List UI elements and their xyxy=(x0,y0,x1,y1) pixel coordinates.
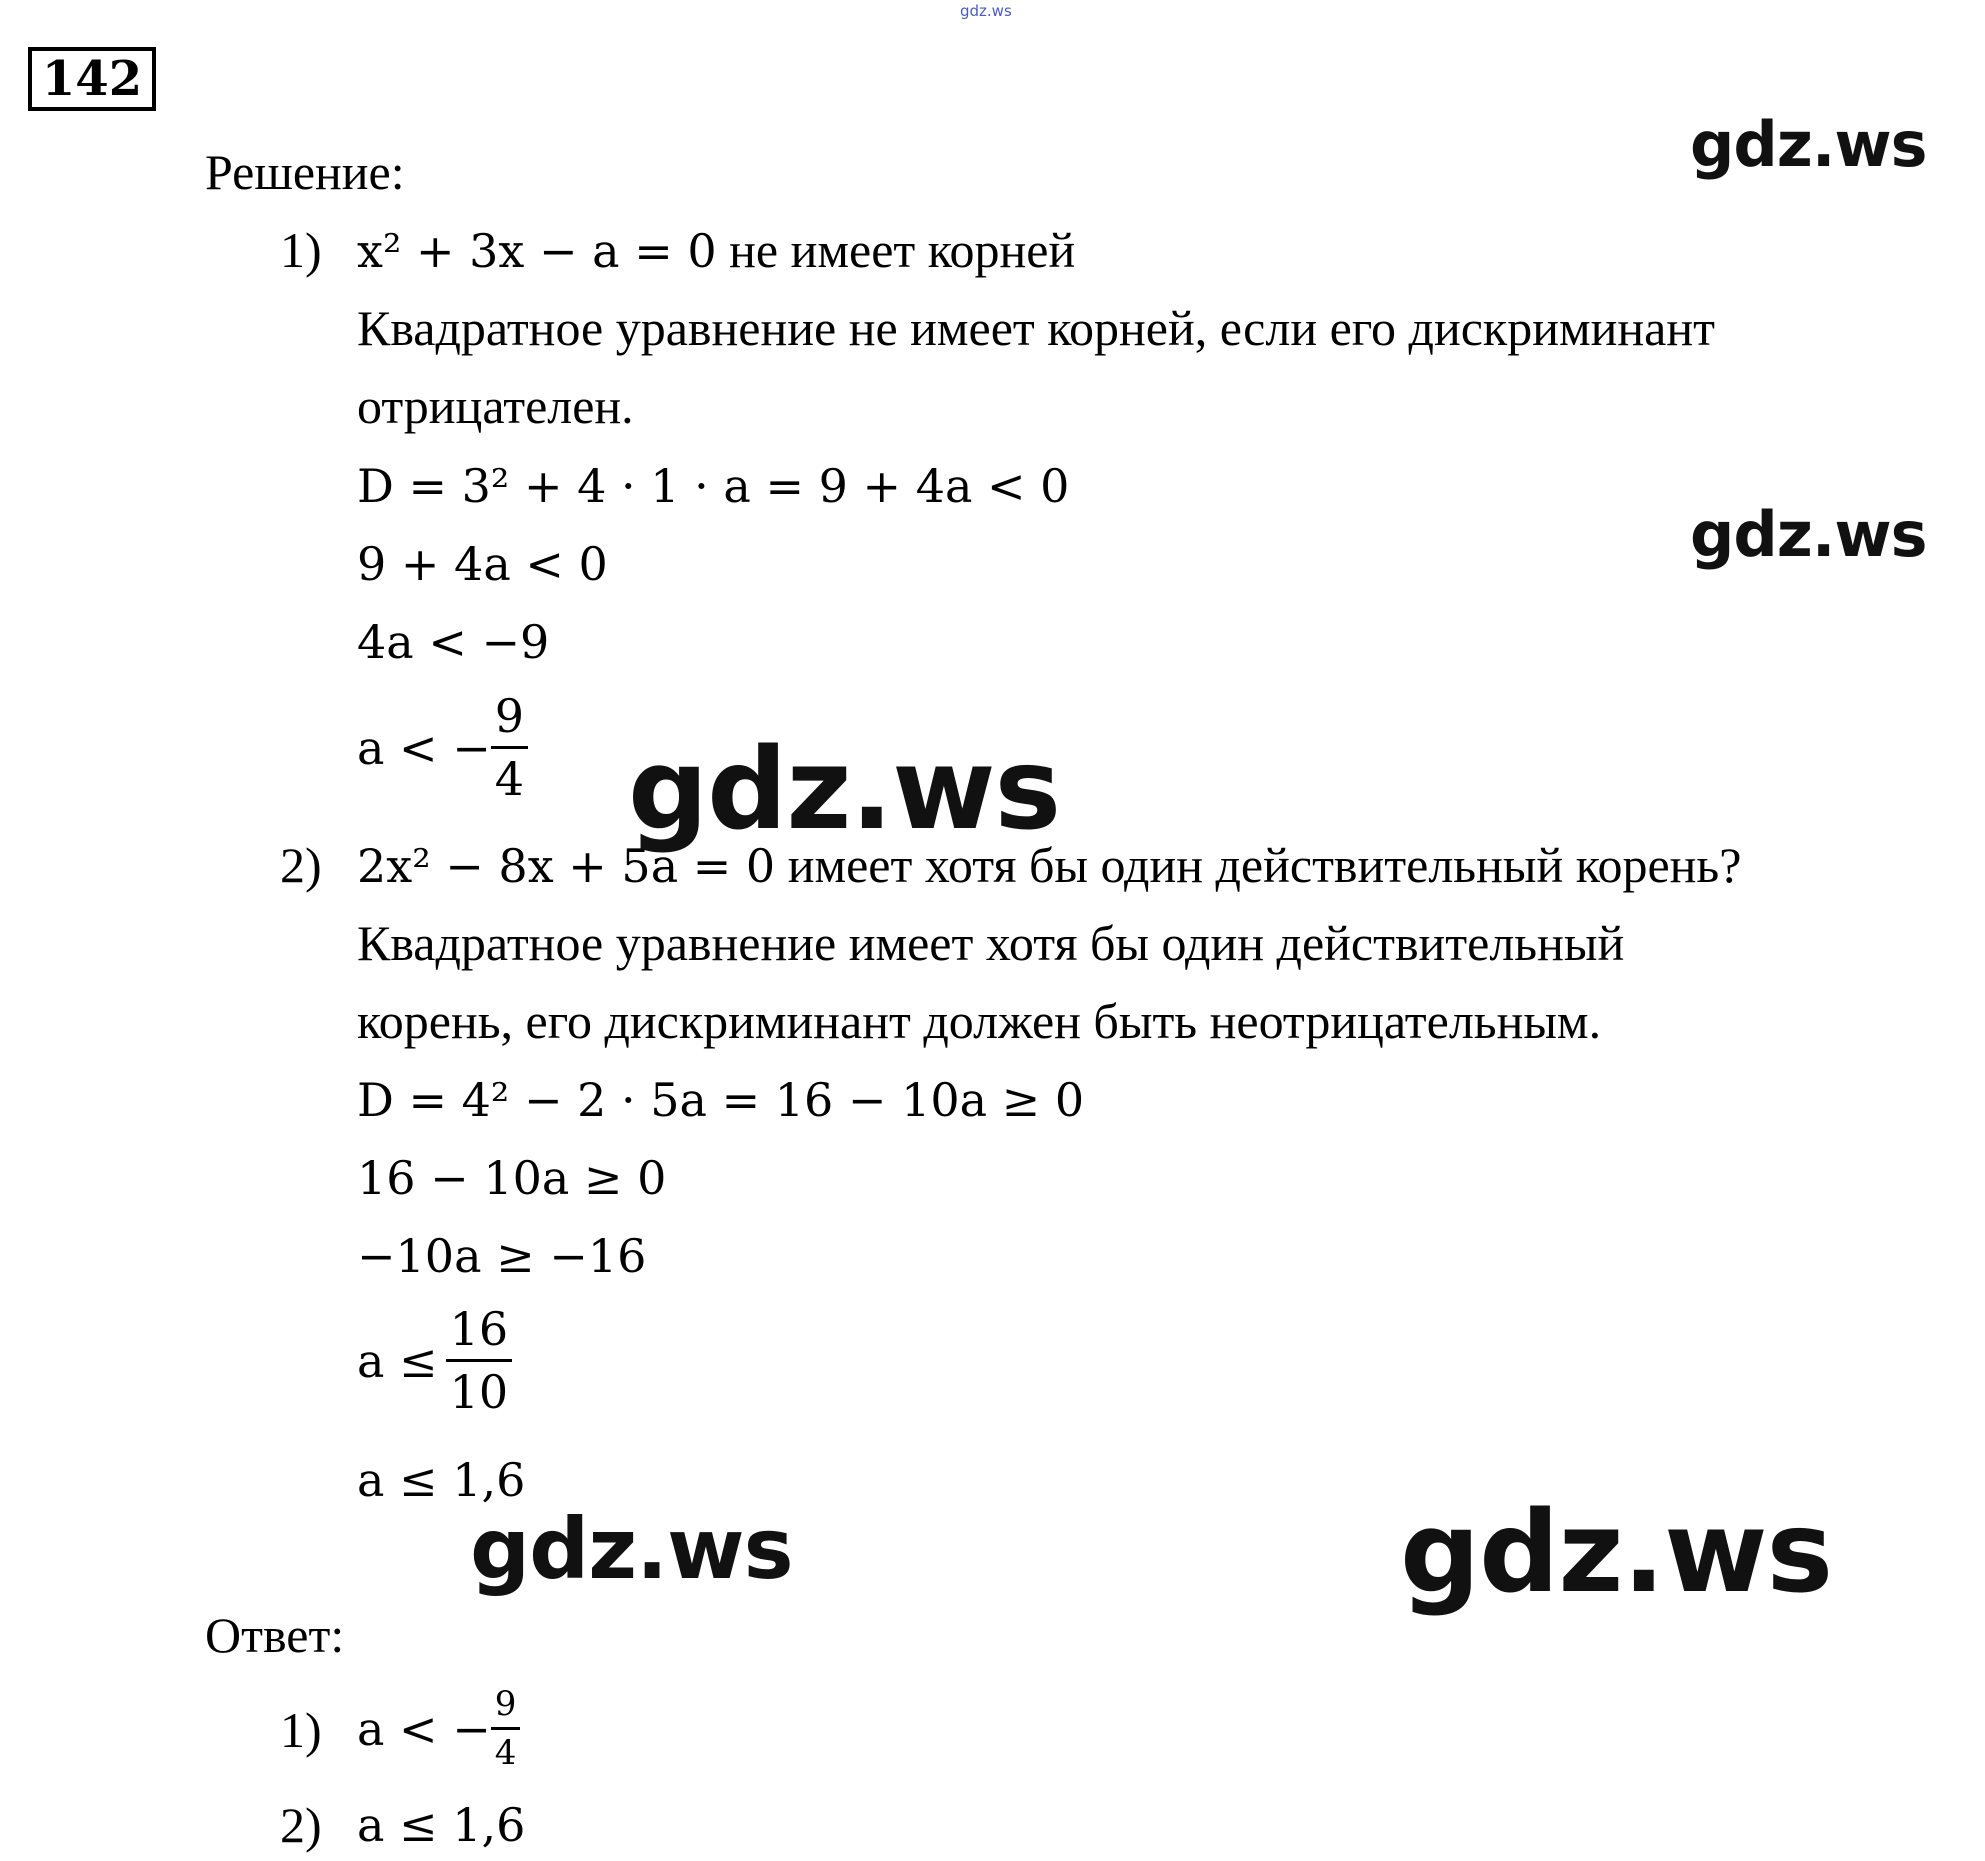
answer1 xyxy=(357,1685,520,1772)
part1-equation: x² + 3x − a = 0 xyxy=(357,224,717,278)
part2-equation: 2x² − 8x + 5a = 0 xyxy=(357,839,776,893)
answer1-fraction xyxy=(491,1685,521,1772)
fraction-bar xyxy=(491,746,528,749)
answer1-number: 1) xyxy=(280,1702,322,1758)
part2-step4 xyxy=(357,1303,512,1418)
part1-explanation-line1: Квадратное уравнение не имеет корней, если его дискриминант xyxy=(357,300,1715,356)
fraction-bar xyxy=(491,1727,521,1730)
part1-step4-numerator: 9 xyxy=(494,689,525,743)
part2-explanation-line1: Квадратное уравнение имеет хотя бы один действительный xyxy=(357,915,1625,971)
part2-equation-note: имеет хотя бы один действительный корень? xyxy=(787,837,1742,893)
answer1-lhs: a < − xyxy=(357,1701,491,1756)
part2-step3: −10a ≥ −16 xyxy=(357,1229,647,1283)
fraction-bar xyxy=(446,1359,513,1362)
answer2: a ≤ 1,6 xyxy=(357,1798,526,1852)
watermark: gdz.ws xyxy=(470,1500,793,1598)
part1-equation-note: не имеет корней xyxy=(729,222,1076,278)
answer-heading: Ответ: xyxy=(205,1607,345,1663)
part2-number: 2) xyxy=(280,837,322,893)
answer2-number: 2) xyxy=(280,1797,322,1853)
problem-number-box: 142 xyxy=(28,47,156,111)
answer1-denominator: 4 xyxy=(494,1733,517,1773)
part2-step4-lhs: a ≤ xyxy=(357,1333,438,1388)
part2-step2: 16 − 10a ≥ 0 xyxy=(357,1151,667,1205)
part1-step3: 4a < −9 xyxy=(357,615,550,669)
part1-step1: D = 3² + 4 · 1 · a = 9 + 4a < 0 xyxy=(357,459,1070,513)
answer1-numerator: 9 xyxy=(494,1684,517,1724)
part1-number: 1) xyxy=(280,222,322,278)
part1-equation-line xyxy=(357,220,1075,281)
top-watermark: gdz.ws xyxy=(960,2,1012,20)
part1-step4 xyxy=(357,690,528,805)
part2-step1: D = 4² − 2 · 5a = 16 − 10a ≥ 0 xyxy=(357,1073,1085,1127)
part1-step4-fraction xyxy=(491,690,528,805)
part2-step4-denominator: 10 xyxy=(449,1365,509,1419)
watermark: gdz.ws xyxy=(1400,1488,1833,1618)
part2-explanation-line2: корень, его дискриминант должен быть неотрицательным. xyxy=(357,993,1602,1049)
part2-step4-numerator: 16 xyxy=(449,1302,509,1356)
watermark: gdz.ws xyxy=(1690,498,1927,571)
watermark: gdz.ws xyxy=(628,725,1061,855)
part2-step5: a ≤ 1,6 xyxy=(357,1453,526,1507)
part1-step4-denominator: 4 xyxy=(494,752,525,806)
part1-step2: 9 + 4a < 0 xyxy=(357,537,608,591)
watermark: gdz.ws xyxy=(1690,108,1927,181)
solution-heading: Решение: xyxy=(205,144,405,200)
part2-step4-fraction xyxy=(446,1303,513,1418)
part1-step4-lhs: a < − xyxy=(357,720,491,775)
part1-explanation-line2: отрицателен. xyxy=(357,378,634,434)
